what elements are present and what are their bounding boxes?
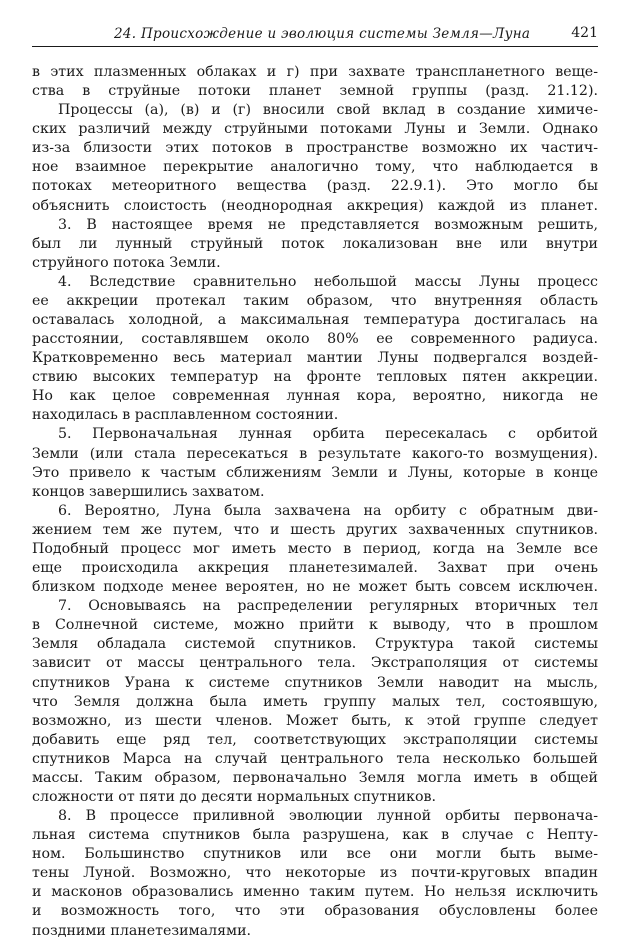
body-text [32,63,598,941]
text-line: зависит от массы центрального тела. Экстраполяция от системы [32,655,598,672]
text-line: ном. Большинство спутников или все они могли быть выме- [32,846,598,863]
book-page [32,22,598,941]
text-line: 8. В процессе приливной эволюции лунной орбиты первонача- [58,808,598,825]
text-line: концов завершились захватом. [32,483,265,500]
text-line: Кратковременно весь материал мантии Луны подвергался воздей- [32,350,598,367]
text-line: Земли (или стала пересекаться в результате какого-то возмущения). [32,445,598,462]
text-line: ских различий между струйными потоками Луны и Земли. Однако [32,121,598,138]
text-line: и возможность того, что эти образования обусловлены более [32,903,598,920]
text-line: оставалась холодной, а максимальная температура достигалась на [32,312,598,329]
text-line: Но как целое современная лунная кора, вероятно, никогда не [32,388,598,405]
text-line: из-за близости этих потоков в пространстве возможно их частич- [32,140,598,157]
text-line: еще происходила аккреция планетезималей. Захват при очень [32,560,598,577]
text-line: Процессы (а), (в) и (г) вносили свой вклад в создание химиче- [58,102,598,119]
text-line: добавить еще ряд тел, соответствующих экстраполяции системы [32,731,598,748]
text-line: ства в струйные потоки планет земной группы (разд. 21.12). [32,83,598,100]
text-line: льная система спутников была разрушена, как в случае с Непту- [32,827,598,844]
text-line: массы. Таким образом, первоначально Земля могла иметь в общей [32,769,598,786]
text-line: сложности от пяти до десяти нормальных спутников. [32,788,437,805]
text-line: тены Луной. Возможно, что некоторые из почти-круговых впадин [32,865,598,882]
text-line: в Солнечной системе, можно прийти к выводу, что в прошлом [32,617,598,634]
text-line: находилась в расплавленном состоянии. [32,407,339,424]
running-head [32,22,598,47]
text-line: потоках метеоритного вещества (разд. 22.9.1). Это могло бы [32,178,598,195]
text-line: ее аккреции протекал таким образом, что внутренняя область [32,292,598,309]
text-line: был ли лунный струйный поток локализован вне или внутри [32,235,598,252]
text-line: возможно, из шести членов. Может быть, к этой группе следует [32,712,598,729]
text-line: что Земля должна была иметь группу малых тел, состоявшую, [32,693,598,710]
text-line: объяснить слоистость (неоднородная аккреция) каждой из планет. [32,197,598,214]
text-line: 4. Вследствие сравнительно небольшой массы Луны процесс [58,273,598,290]
text-line: близком подходе менее вероятен, но не может быть совсем исключен. [32,579,598,596]
text-line: и масконов образовались именно таким путем. Но нельзя исключить [32,884,598,901]
text-line: спутников Урана к системе спутников Земли наводит на мысль, [32,674,598,691]
text-line: спутников Марса на случай центрального тела несколько большей [32,750,598,767]
text-line: 5. Первоначальная лунная орбита пересекалась с орбитой [58,426,598,443]
text-line: поздними планетезималями. [32,922,252,939]
text-line: ное взаимное перекрытие аналогично тому, что наблюдается в [32,159,598,176]
text-line: 6. Вероятно, Луна была захвачена на орбиту с обратным дви- [58,502,598,519]
text-line: Это привело к частым сближениям Земли и Луны, которые в конце [32,464,598,481]
running-title: 24. Происхождение и эволюция системы Земля—Луна [114,26,531,42]
text-line: 3. В настоящее время не представляется возможным решить, [58,216,598,233]
text-line: Подобный процесс мог иметь место в период, когда на Земле все [32,540,598,557]
text-line: ствию высоких температур на фронте тепловых пятен аккреции. [32,369,598,386]
text-line: расстоянии, составлявшем около 80% ее современного радиуса. [32,331,598,348]
text-line: струйного потока Земли. [32,254,221,271]
page-number: 421 [571,25,598,41]
text-line: Земля обладала системой спутников. Структура такой системы [32,636,598,653]
text-line: жением тем же путем, что и шесть других захваченных спутников. [32,521,598,538]
text-line: в этих плазменных облаках и г) при захвате транспланетного веще- [32,64,598,80]
text-line: 7. Основываясь на распределении регулярных вторичных тел [58,598,598,615]
